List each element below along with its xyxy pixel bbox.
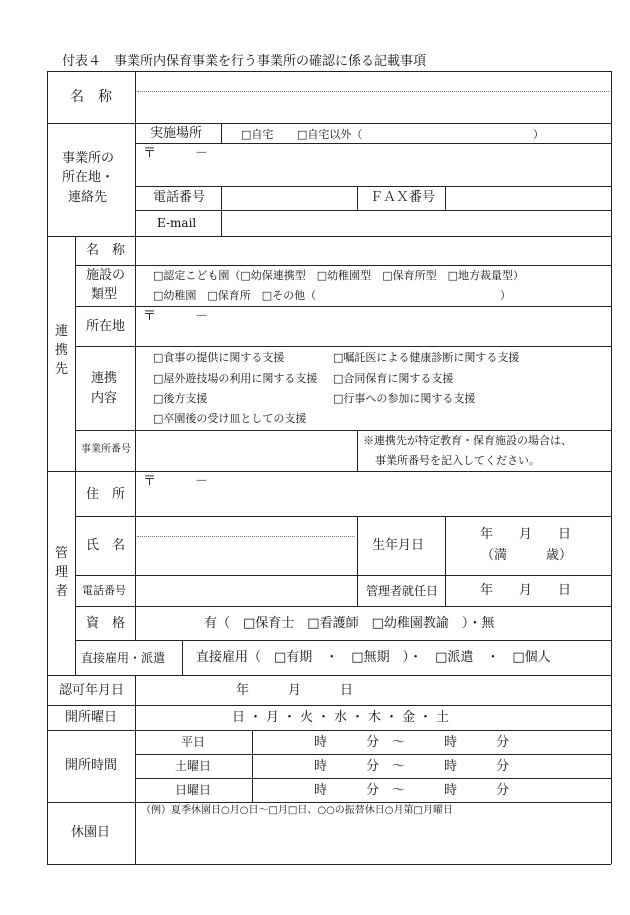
partner-postal-dash: －	[195, 309, 209, 324]
manager-postal-mark: 〒	[143, 474, 157, 489]
hours-sunday-time[interactable]: 時 分 ～ 時 分	[314, 783, 510, 798]
partner-type-row2[interactable]: □幼稚園 □保育所 □その他（	[153, 289, 317, 302]
partner-content-4[interactable]: □合同保育に関する支援	[333, 372, 454, 385]
partner-postal-mark: 〒	[143, 309, 157, 324]
name-input-area[interactable]	[137, 93, 609, 121]
partner-address-label: 所在地	[86, 319, 126, 334]
manager-name-input[interactable]	[137, 538, 355, 574]
holidays-example: （例）夏季休園日○月○日～□月□日、○○の振替休日○月第□月曜日	[141, 805, 453, 816]
manager-birth-age[interactable]: （満 歳）	[481, 548, 573, 563]
partner-content-1[interactable]: □食事の提供に関する支援	[153, 351, 285, 364]
manager-label-char2: 理	[55, 565, 69, 580]
holidays-input[interactable]	[137, 818, 609, 862]
hours-saturday-time[interactable]: 時 分 ～ 時 分	[314, 759, 510, 774]
manager-address-label: 住 所	[86, 487, 126, 502]
partner-content-3[interactable]: □屋外遊技場の利用に関する支援	[153, 372, 318, 385]
manager-appointed-ymd[interactable]: 年 月 日	[480, 583, 572, 598]
office-label-line2: 所在地・	[62, 170, 115, 185]
office-label-line3: 連絡先	[68, 190, 108, 205]
partner-number-label: 事業所番号	[81, 444, 131, 455]
partner-content-6[interactable]: □行事への参加に関する支援	[333, 392, 476, 405]
partner-label-char2: 携	[55, 343, 69, 358]
partner-name-input[interactable]	[137, 238, 609, 264]
partner-type-row1[interactable]: □認定こども園（□幼保連携型 □幼稚園型 □保育所型 □地方裁量型）	[153, 269, 524, 282]
open-days-label: 開所曜日	[65, 710, 118, 725]
office-postal-dash: －	[195, 146, 209, 161]
place-label: 実施場所	[150, 126, 203, 141]
partner-type-label-line1: 施設の	[86, 268, 126, 283]
place-other-checkbox[interactable]: □自宅以外（	[297, 128, 363, 141]
manager-postal-dash: －	[195, 474, 209, 489]
holidays-label: 休園日	[71, 825, 111, 840]
office-email-label: E-mail	[157, 216, 197, 230]
approval-label: 認可年月日	[59, 683, 125, 698]
manager-birth-label: 生年月日	[372, 538, 425, 553]
open-hours-label: 開所時間	[65, 758, 118, 773]
manager-qual-options[interactable]: 有（ □保育士 □看護師 □幼稚園教諭 ）・無	[204, 616, 495, 631]
office-tel-input[interactable]	[223, 188, 355, 209]
manager-appointed-label: 管理者就任日	[366, 584, 439, 598]
manager-label-char3: 者	[55, 584, 69, 599]
place-other-close: ）	[533, 128, 544, 141]
partner-type-row2-close: ）	[500, 289, 511, 302]
manager-label-char1: 管	[55, 546, 69, 561]
manager-employ-options[interactable]: 直接雇用（ □有期 ・ □無期 ）・ □派遣 ・ □個人	[196, 650, 551, 665]
partner-content-2[interactable]: □嘱託医による健康診断に関する支援	[333, 351, 520, 364]
office-address-input[interactable]	[137, 145, 609, 185]
open-days-options[interactable]: 日・月・火・水・木・金・土	[232, 710, 454, 725]
office-email-input[interactable]	[223, 212, 609, 235]
partner-name-label: 名 称	[86, 243, 126, 258]
hours-saturday-label: 土曜日	[175, 759, 212, 773]
hours-weekday-time[interactable]: 時 分 ～ 時 分	[314, 735, 510, 750]
office-label-line1: 事業所の	[62, 151, 115, 166]
office-fax-label: ＦＡＸ番号	[370, 190, 436, 205]
office-postal-mark: 〒	[143, 146, 157, 161]
manager-qual-label: 資 格	[86, 616, 126, 631]
manager-tel-label: 電話番号	[82, 584, 126, 597]
form-title: 付表４ 事業所内保育事業を行う事業所の確認に係る記載事項	[62, 54, 427, 69]
office-fax-input[interactable]	[447, 188, 609, 209]
partner-content-7[interactable]: □卒園後の受け皿としての支援	[153, 412, 307, 425]
partner-label-char3: 先	[55, 362, 69, 377]
place-home-checkbox[interactable]: □自宅	[241, 128, 274, 141]
hours-weekday-label: 平日	[181, 735, 206, 749]
manager-address-input[interactable]	[137, 473, 609, 515]
approval-date[interactable]: 年 月 日	[236, 683, 354, 698]
partner-address-input[interactable]	[137, 308, 609, 345]
partner-content-5[interactable]: □後方支援	[153, 392, 208, 405]
partner-content-label-line2: 内容	[91, 391, 118, 406]
manager-birth-ymd[interactable]: 年 月 日	[480, 527, 572, 542]
partner-content-label-line1: 連携	[91, 371, 118, 386]
hours-sunday-label: 日曜日	[175, 783, 212, 797]
manager-tel-input[interactable]	[137, 577, 355, 605]
partner-label-char1: 連	[55, 324, 69, 339]
partner-number-input[interactable]	[137, 432, 355, 470]
manager-employ-label: 直接雇用・派遣	[81, 651, 166, 665]
name-label: 名 称	[70, 89, 112, 105]
office-tel-label: 電話番号	[153, 190, 206, 205]
partner-type-label-line2: 類型	[91, 287, 118, 302]
partner-note-line2: 事業所番号を記入してください。	[375, 454, 540, 467]
manager-name-label: 氏 名	[86, 538, 126, 553]
partner-note-line1: ※連携先が特定教育・保育施設の場合は、	[363, 434, 572, 447]
